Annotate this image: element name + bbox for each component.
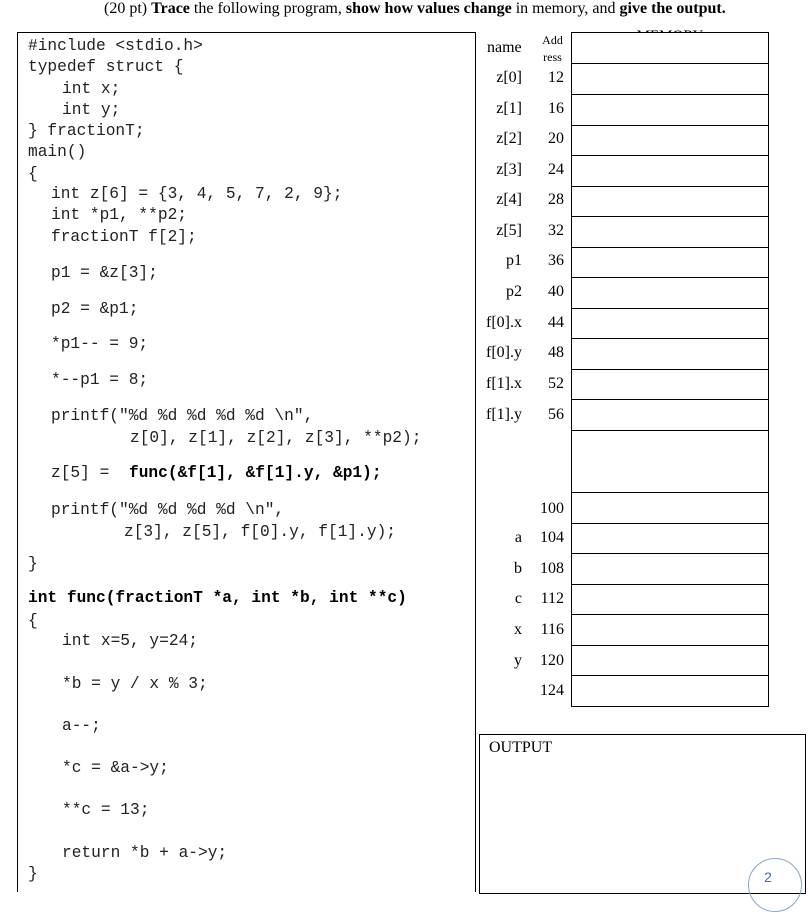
- memory-row-name: z[3]: [496, 161, 522, 178]
- output-title: OUTPUT: [489, 739, 553, 756]
- page-number: 2: [764, 869, 772, 885]
- code-line: *b = y / x % 3;: [62, 675, 208, 693]
- memory-cell-z0[interactable]: [571, 63, 769, 95]
- memory-cell-z2[interactable]: [571, 125, 769, 156]
- code-line: *--p1 = 8;: [51, 371, 149, 389]
- code-line: {: [28, 165, 38, 183]
- code-line: {: [28, 612, 38, 630]
- code-line: int x;: [62, 80, 121, 98]
- memory-row-address: 124: [540, 682, 564, 699]
- code-line: z[0], z[1], z[2], z[3], **p2);: [130, 429, 422, 447]
- code-line: z[3], z[5], f[0].y, f[1].y);: [124, 523, 396, 541]
- memory-row-name: b: [514, 560, 522, 577]
- memory-row-name: y: [514, 652, 522, 669]
- memory-row-name: p2: [506, 283, 522, 300]
- memory-row-name: f[0].y: [486, 344, 522, 361]
- code-line: #include <stdio.h>: [28, 37, 203, 55]
- memory-row-address: 44: [548, 314, 564, 331]
- memory-address-header-line2: ress: [543, 50, 562, 64]
- code-line: int y;: [62, 101, 121, 119]
- memory-row-address: 20: [548, 130, 564, 147]
- memory-row-address: 56: [548, 406, 564, 423]
- memory-cell-z4[interactable]: [571, 186, 769, 217]
- memory-cell-y[interactable]: [571, 645, 769, 676]
- code-line: }: [28, 865, 38, 883]
- memory-cell-f1x[interactable]: [571, 369, 769, 400]
- memory-row-name: p1: [506, 252, 522, 269]
- memory-cell-f0y[interactable]: [571, 338, 769, 370]
- code-line-func-signature: int func(fractionT *a, int *b, int **c): [28, 589, 407, 607]
- memory-cell-100[interactable]: [571, 492, 769, 524]
- code-line: p1 = &z[3];: [51, 264, 158, 282]
- memory-row-address: 16: [548, 100, 564, 117]
- code-line: main(): [28, 143, 87, 161]
- memory-cell-x[interactable]: [571, 614, 769, 646]
- code-line: *p1-- = 9;: [51, 335, 149, 353]
- memory-row-name: f[0].x: [486, 314, 522, 331]
- memory-row-address: 108: [540, 560, 564, 577]
- memory-cell-p1[interactable]: [571, 247, 769, 278]
- points-label: (20 pt): [104, 0, 148, 17]
- code-line: fractionT f[2];: [51, 228, 197, 246]
- memory-row-address: 52: [548, 375, 564, 392]
- memory-address-header: [540, 32, 565, 66]
- memory-cell-z5[interactable]: [571, 216, 769, 248]
- memory-row-name: z[4]: [496, 191, 522, 208]
- memory-row-name: z[5]: [496, 222, 522, 239]
- memory-row-address: 24: [548, 161, 564, 178]
- header-text-2: in memory, and: [515, 0, 616, 17]
- memory-row-address: 116: [540, 621, 564, 638]
- memory-row-address: 12: [548, 69, 564, 86]
- memory-cell-p2[interactable]: [571, 277, 769, 309]
- memory-cell-a[interactable]: [571, 523, 769, 554]
- memory-row-address: 28: [548, 191, 564, 208]
- memory-row-address: 112: [540, 590, 564, 607]
- memory-name-header: name: [487, 39, 522, 56]
- memory-cell-z1[interactable]: [571, 94, 769, 126]
- code-line: printf("%d %d %d %d \n",: [51, 501, 285, 519]
- memory-row-address: 100: [540, 500, 564, 517]
- memory-row-name: f[1].y: [486, 406, 522, 423]
- memory-row-name: f[1].x: [486, 375, 522, 392]
- code-line: a--;: [62, 717, 101, 735]
- memory-row-name: z[2]: [496, 130, 522, 147]
- memory-cell-b[interactable]: [571, 553, 769, 585]
- code-line: }: [28, 555, 38, 573]
- memory-cell-gap: [571, 430, 769, 493]
- header-text-1: the following program,: [193, 0, 342, 17]
- memory-row-name: x: [514, 621, 522, 638]
- code-line: p2 = &p1;: [51, 300, 139, 318]
- code-line-call: func(&f[1], &f[1].y, &p1);: [129, 464, 382, 482]
- code-line: int x=5, y=24;: [62, 632, 198, 650]
- memory-row-address: 104: [540, 529, 564, 546]
- header-emphasis-trace: Trace: [151, 0, 190, 17]
- memory-row-address: 120: [540, 652, 564, 669]
- code-line: printf("%d %d %d %d %d \n",: [51, 407, 314, 425]
- memory-row-name: z[1]: [496, 100, 522, 117]
- code-line: return *b + a->y;: [62, 844, 228, 862]
- header-emphasis-output: give the output.: [619, 0, 726, 17]
- memory-cell-124[interactable]: [571, 675, 769, 707]
- memory-row-address: 36: [548, 252, 564, 269]
- code-line: } fractionT;: [28, 122, 145, 140]
- memory-row-address: 32: [548, 222, 564, 239]
- question-header: [104, 0, 804, 18]
- memory-cell-c[interactable]: [571, 584, 769, 615]
- memory-cell-f1y[interactable]: [571, 399, 769, 431]
- code-line: *c = &a->y;: [62, 759, 169, 777]
- code-line: z[5] =: [51, 464, 119, 482]
- memory-row-address: 40: [548, 283, 564, 300]
- code-line: typedef struct {: [28, 58, 184, 76]
- memory-cell-z3[interactable]: [571, 155, 769, 187]
- code-line: **c = 13;: [62, 801, 150, 819]
- memory-row-address: 48: [548, 344, 564, 361]
- header-emphasis-show: show how values change: [345, 0, 512, 17]
- page-number-badge: [748, 858, 802, 912]
- memory-address-header-line1: Add: [542, 33, 563, 47]
- memory-row-name: c: [514, 590, 522, 607]
- memory-row-name: z[0]: [496, 69, 522, 86]
- memory-cell-f0x[interactable]: [571, 308, 769, 339]
- memory-row-name: a: [514, 529, 522, 546]
- memory-header-cell: [571, 32, 769, 64]
- code-line: int z[6] = {3, 4, 5, 7, 2, 9};: [51, 185, 343, 203]
- code-line: int *p1, **p2;: [51, 206, 187, 224]
